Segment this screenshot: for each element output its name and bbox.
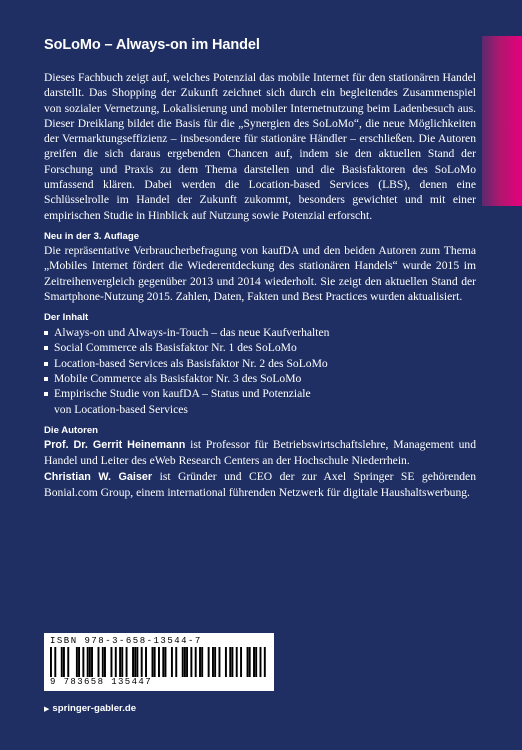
barcode-bar <box>201 647 203 677</box>
author-1-name: Prof. Dr. Gerrit Heinemann <box>44 438 186 451</box>
barcode-bar <box>110 647 112 677</box>
author-2-name: Christian W. Gaiser <box>44 470 153 483</box>
barcode-bar <box>249 647 251 677</box>
barcode-bar <box>121 647 123 677</box>
barcode-bar <box>175 647 177 677</box>
barcode-bar <box>218 647 220 677</box>
website-url[interactable] <box>44 703 136 714</box>
book-title: SoLoMo – Always-on im Handel <box>44 37 260 53</box>
barcode-bar <box>247 647 249 677</box>
barcode-bar <box>214 647 216 677</box>
barcode-bar <box>141 647 143 677</box>
barcode-bar <box>89 647 91 677</box>
barcode-bar <box>145 647 147 677</box>
barcode-bar <box>154 647 156 677</box>
barcode-bar <box>164 647 166 677</box>
barcode-bar <box>78 647 80 677</box>
barcode-digits: 9 783658 135447 <box>50 677 153 687</box>
barcode-bar <box>115 647 117 677</box>
new-edition-text: Die repräsentative Verbraucherbefragung von kaufDA und den beiden Autoren zum Thema „Mobiles Internet fördert die Wiederentdeckung des stationären Handels“ wurde 2015 im Zeitreihenvergleich gegenüber 2013 und 2014 wiederholt. Sie zeigt den aktuellen Stand der Smartphone-Nutzung 2015. Zahlen, Daten, Fakten und Best Practices wurden aktualisiert. <box>44 243 476 303</box>
isbn-text: ISBN 978-3-658-13544-7 <box>50 636 202 646</box>
barcode-bar <box>208 647 210 677</box>
list-item: Always-on und Always-in-Touch – das neue Kaufverhalten <box>44 325 476 340</box>
authors-heading: Die Autoren <box>44 424 99 436</box>
barcode-bar <box>82 647 84 677</box>
author-2-bio <box>44 469 476 501</box>
barcode-bar <box>67 647 69 677</box>
barcode-bars <box>50 647 266 677</box>
barcode-bar <box>102 647 104 677</box>
list-item-text: Empirische Studie von kaufDA – Status und Potenziale <box>54 387 311 401</box>
barcode-bar <box>229 647 231 677</box>
barcode-bar <box>186 647 188 677</box>
barcode-bar <box>104 647 106 677</box>
barcode-bar <box>54 647 56 677</box>
barcode-bar <box>76 647 78 677</box>
barcode-bar <box>225 647 227 677</box>
barcode-bar <box>171 647 173 677</box>
barcode-bar <box>199 647 201 677</box>
barcode-bar <box>253 647 255 677</box>
barcode-bar <box>264 647 266 677</box>
barcode-bar <box>50 647 52 677</box>
barcode-bar <box>255 647 257 677</box>
barcode-bar <box>132 647 134 677</box>
intro-paragraph: Dieses Fachbuch zeigt auf, welches Potenzial das mobile Internet für den stationären Handel darstellt. Das Shopping der Zukunft zeichnet sich durch ein begleitendes Zusammenspiel von sozialer Vernetzung, Lokalisierung und mobiler Internetnutzung beim Ladenbesuch aus. Dieser Dreiklang bildet die Basis für die „Synergien des SoLoMo“, die neue Möglichkeiten der Vermarktungseffizienz – insbesondere für stationäre Händler – erschließen. Die Autoren greifen die sich daraus ergebenden Chancen auf, indem sie den aktuellen Stand der Forschung und Praxis zu dem Thema darstellen und die Basisfaktoren des SoLoMo umfassend klären. Dabei werden die Location-based Services (LBS), denen eine Schlüsselrolle im Handel der Zukunft zukommt, besonders gewichtet und mit einer empirischen Studie in Hinblick auf Nutzung sowie Potenzial erforscht. <box>44 71 476 222</box>
author-1-bio <box>44 437 476 469</box>
website-url-text: springer-gabler.de <box>52 703 137 714</box>
barcode-bar <box>158 647 160 677</box>
magenta-accent-bar <box>482 36 522 206</box>
barcode-bar <box>162 647 164 677</box>
barcode-bar <box>98 647 100 677</box>
list-item: Mobile Commerce als Basisfaktor Nr. 3 des SoLoMo <box>44 371 476 386</box>
barcode-bar <box>212 647 214 677</box>
barcode-bar <box>231 647 233 677</box>
contents-list <box>44 325 476 417</box>
barcode-bar <box>119 647 121 677</box>
barcode-bar <box>126 647 128 677</box>
barcode-bar <box>87 647 89 677</box>
isbn-barcode <box>44 633 274 691</box>
barcode-bar <box>61 647 63 677</box>
barcode-bar <box>152 647 154 677</box>
contents-heading: Der Inhalt <box>44 312 89 324</box>
barcode-bar <box>184 647 186 677</box>
barcode-bar <box>190 647 192 677</box>
barcode-bar <box>182 647 184 677</box>
barcode-bar <box>91 647 93 677</box>
new-edition-heading: Neu in der 3. Auflage <box>44 230 140 242</box>
blurb-content <box>44 70 476 500</box>
barcode-bar <box>260 647 262 677</box>
list-item-continuation: von Location-based Services <box>54 402 188 416</box>
list-item <box>44 386 476 417</box>
author-1-text: ist Professor für Betriebswirtschaftslehre, Management und Handel und Leiter des eWeb Research Centers an der Hochschule Niederrhein. <box>44 437 476 468</box>
barcode-bar <box>136 647 138 677</box>
author-2-text: ist Gründer und CEO der zur Axel Springer SE gehörenden Bonial.com Group, einem international führenden Netzwerk für digitale Haushaltswerbung. <box>44 469 476 499</box>
barcode-bar <box>195 647 197 677</box>
list-item: Location-based Services als Basisfaktor Nr. 2 des SoLoMo <box>44 356 476 371</box>
list-item: Social Commerce als Basisfaktor Nr. 1 des SoLoMo <box>44 340 476 355</box>
barcode-bar <box>134 647 136 677</box>
barcode-bar <box>63 647 65 677</box>
arrow-right-icon: ▶ <box>44 706 50 713</box>
barcode-bar <box>236 647 238 677</box>
barcode-bar <box>240 647 242 677</box>
